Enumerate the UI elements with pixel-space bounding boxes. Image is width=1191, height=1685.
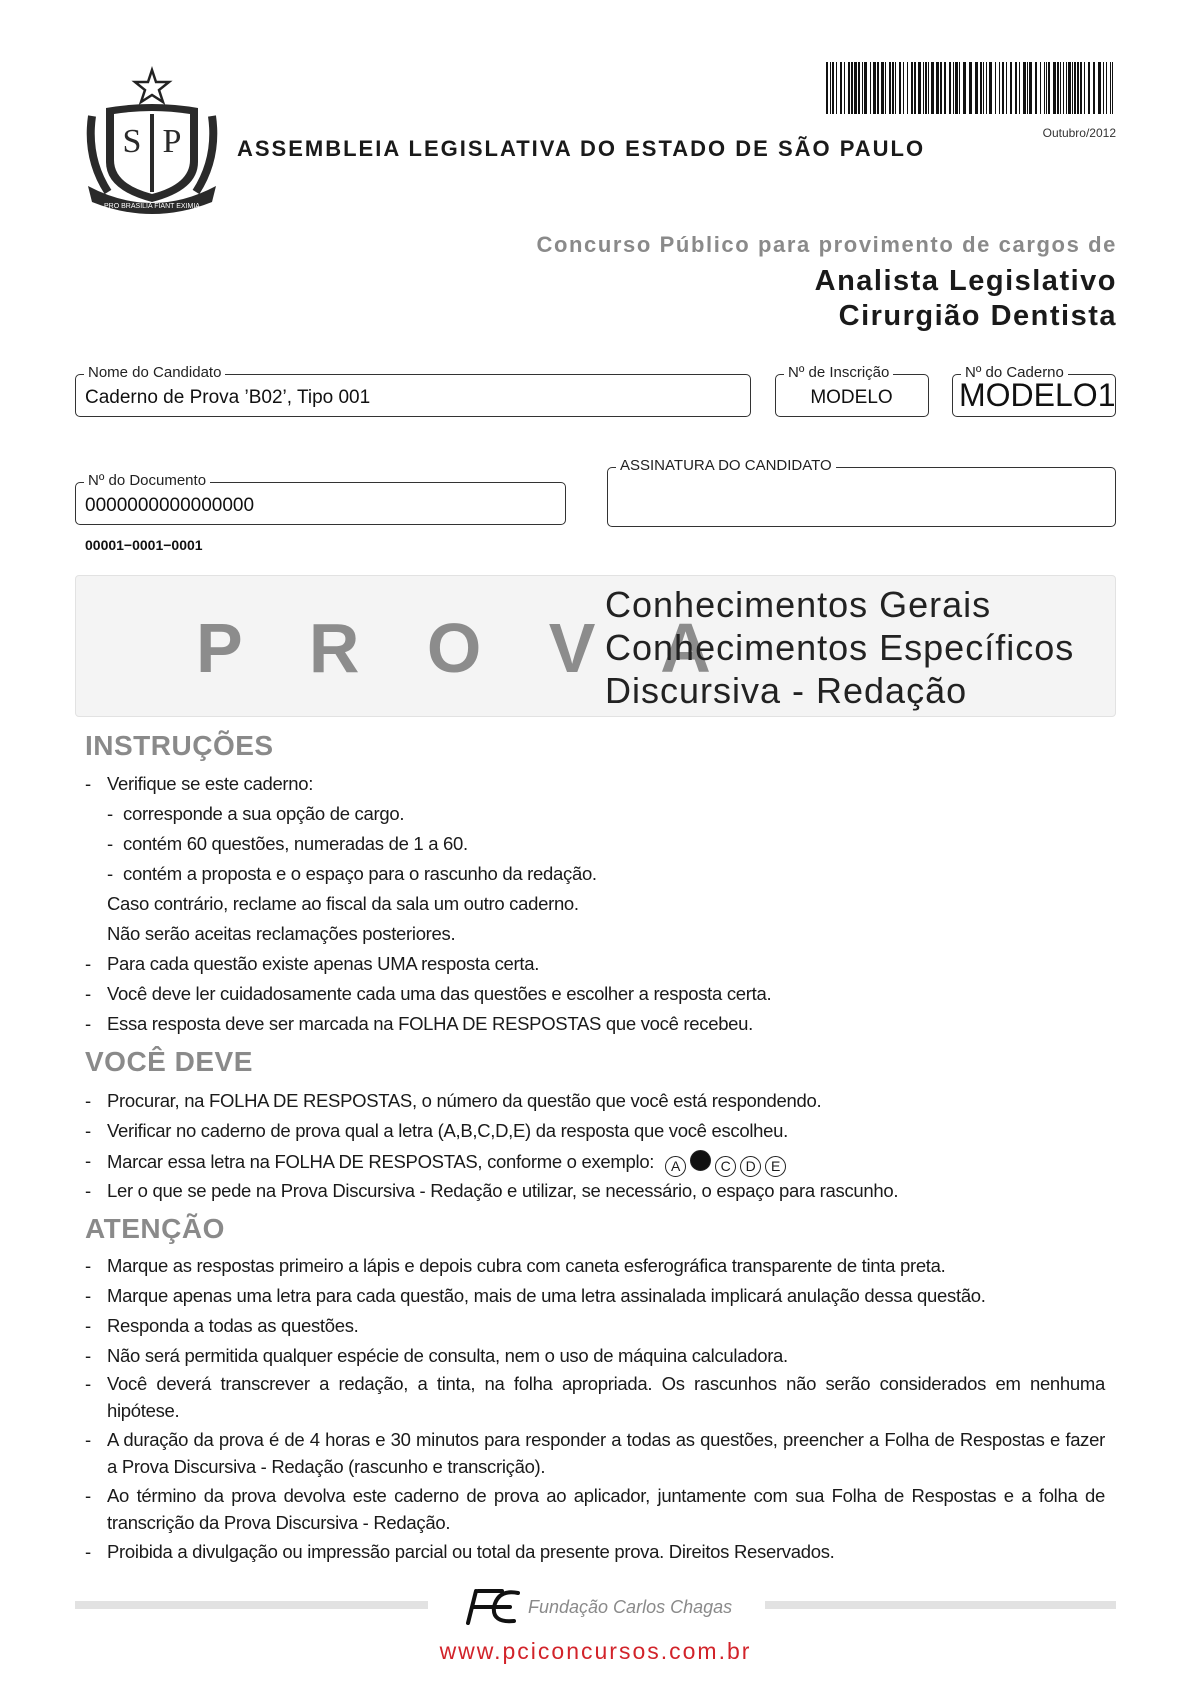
barcode-bar bbox=[1048, 62, 1050, 114]
barcode-bar bbox=[1006, 62, 1007, 114]
barcode-bar bbox=[885, 62, 886, 114]
instruction-item: Essa resposta deve ser marcada na FOLHA DE RESPOSTAS que você recebeu. bbox=[107, 1013, 754, 1034]
barcode-bar bbox=[1019, 62, 1020, 114]
document-number-field[interactable] bbox=[75, 472, 566, 525]
barcode-bar bbox=[826, 62, 828, 114]
prova-heading: P R O V A bbox=[196, 609, 735, 687]
barcode-bar bbox=[848, 62, 850, 114]
foundation-name: Fundação Carlos Chagas bbox=[528, 1597, 733, 1617]
barcode-bar bbox=[1057, 62, 1059, 114]
barcode-bar bbox=[1106, 62, 1107, 114]
cargo-specialty: Cirurgião Dentista bbox=[838, 300, 1117, 332]
attention-item: A duração da prova é de 4 horas e 30 minutos para responder a todas as questões, preencher a Folha de Respostas e fazer a Prova Discursiva - Redação (rascunho e transcrição). bbox=[107, 1429, 1105, 1477]
barcode-bar bbox=[1077, 62, 1079, 114]
barcode-bar bbox=[1068, 62, 1071, 114]
barcode-bar bbox=[1040, 62, 1041, 114]
svg-text:P: P bbox=[162, 123, 182, 160]
organization-name: ASSEMBLEIA LEGISLATIVA DO ESTADO DE SÃO PAULO bbox=[237, 136, 926, 161]
instruction-item: Para cada questão existe apenas UMA resposta certa. bbox=[107, 953, 540, 974]
barcode-bar bbox=[1080, 62, 1082, 114]
barcode-bar bbox=[1060, 62, 1061, 114]
barcode bbox=[826, 62, 1116, 114]
barcode-bar bbox=[881, 62, 884, 114]
barcode-bar bbox=[1066, 62, 1067, 114]
barcode-bar bbox=[1053, 62, 1056, 114]
barcode-bar bbox=[983, 62, 984, 114]
bubble-a: A bbox=[665, 1156, 686, 1177]
barcode-bar bbox=[1023, 62, 1026, 114]
footer-bar-right bbox=[765, 1601, 1116, 1609]
answer-example bbox=[665, 1151, 790, 1172]
barcode-bar bbox=[889, 62, 891, 114]
instruction-subitem: contém a proposta e o espaço para o rascunho da redação. bbox=[123, 863, 597, 884]
must-item-text: Marcar essa letra na FOLHA DE RESPOSTAS, conforme o exemplo: bbox=[107, 1151, 655, 1172]
bubble-e: E bbox=[765, 1156, 786, 1177]
barcode-bar bbox=[1093, 62, 1095, 114]
barcode-bar bbox=[873, 62, 876, 114]
subject-general: Conhecimentos Gerais bbox=[605, 584, 992, 625]
barcode-bar bbox=[1002, 62, 1004, 114]
barcode-bar bbox=[999, 62, 1000, 114]
barcode-bar bbox=[931, 62, 934, 114]
website-link[interactable]: www.pciconcursos.com.br bbox=[439, 1638, 752, 1664]
subject-specific: Conhecimentos Específicos bbox=[605, 627, 1075, 668]
attention-title: ATENÇÃO bbox=[85, 1213, 225, 1244]
must-item: Verificar no caderno de prova qual a letra (A,B,C,D,E) da resposta que você escolheu. bbox=[107, 1120, 788, 1141]
bubble-b-filled bbox=[690, 1150, 711, 1171]
attention-item: Ao término da prova devolva este caderno de prova ao aplicador, juntamente com sua Folha de Respostas e a folha de transcrição da Prova Discursiva - Redação. bbox=[107, 1485, 1105, 1533]
must-item bbox=[107, 1150, 790, 1177]
bubble-c: C bbox=[715, 1156, 736, 1177]
barcode-bar bbox=[963, 62, 966, 114]
barcode-bar bbox=[870, 62, 871, 114]
barcode-bar bbox=[955, 62, 958, 114]
attention-item: Responda a todas as questões. bbox=[107, 1315, 359, 1336]
booklet-number-value: MODELO1 bbox=[959, 377, 1116, 413]
booklet-number-field[interactable] bbox=[952, 364, 1116, 417]
barcode-bar bbox=[903, 62, 904, 114]
instruction-note: Não serão aceitas reclamações posteriores. bbox=[107, 923, 456, 944]
barcode-bar bbox=[925, 62, 927, 114]
instruction-subitem: corresponde a sua opção de cargo. bbox=[123, 803, 405, 824]
registration-number-value: MODELO bbox=[810, 387, 893, 408]
barcode-bar bbox=[1035, 62, 1037, 114]
barcode-bar bbox=[944, 62, 946, 114]
barcode-bar bbox=[832, 62, 834, 114]
barcode-bar bbox=[1074, 62, 1076, 114]
bubble-d: D bbox=[740, 1156, 761, 1177]
barcode-bar bbox=[953, 62, 954, 114]
barcode-bar bbox=[918, 62, 921, 114]
signature-field[interactable] bbox=[607, 457, 1116, 527]
barcode-bar bbox=[1098, 62, 1101, 114]
document-number-value: 0000000000000000 bbox=[85, 495, 255, 516]
barcode-bar bbox=[989, 62, 992, 114]
barcode-bar bbox=[1027, 62, 1028, 114]
instruction-item: Você deve ler cuidadosamente cada uma das questões e escolher a resposta certa. bbox=[107, 983, 772, 1004]
barcode-bar bbox=[1112, 62, 1113, 114]
barcode-bar bbox=[877, 62, 879, 114]
barcode-bar bbox=[836, 62, 837, 114]
barcode-bar bbox=[1084, 62, 1085, 114]
barcode-bar bbox=[907, 62, 908, 114]
instruction-note: Caso contrário, reclame ao fiscal da sala um outro caderno. bbox=[107, 893, 579, 914]
registration-number-label: Nº de Inscrição bbox=[784, 364, 893, 382]
barcode-bar bbox=[975, 62, 978, 114]
barcode-bar bbox=[949, 62, 951, 114]
barcode-bar bbox=[1063, 62, 1064, 114]
barcode-bar bbox=[986, 62, 987, 114]
attention-item: Marque apenas uma letra para cada questão, mais de uma letra assinalada implicará anulação dessa questão. bbox=[107, 1285, 986, 1306]
fcc-logo bbox=[462, 1585, 524, 1627]
barcode-bar bbox=[895, 62, 896, 114]
barcode-bar bbox=[1046, 62, 1047, 114]
barcode-bar bbox=[923, 62, 924, 114]
cargo-title: Analista Legislativo bbox=[814, 265, 1117, 297]
barcode-bar bbox=[864, 62, 867, 114]
voce-deve-title: VOCÊ DEVE bbox=[85, 1046, 253, 1077]
registration-number-field[interactable] bbox=[775, 364, 929, 417]
booklet-number-label: Nº do Caderno bbox=[961, 364, 1068, 382]
attention-item: Você deverá transcrever a redação, a tinta, na folha apropriada. Os rascunhos não serão considerados em nenhuma hipótese. bbox=[107, 1373, 1105, 1421]
barcode-bar bbox=[862, 62, 863, 114]
barcode-bar bbox=[1010, 62, 1012, 114]
barcode-bar bbox=[1088, 62, 1090, 114]
barcode-bar bbox=[830, 62, 831, 114]
candidate-name-value: Caderno de Prova ’B02’, Tipo 001 bbox=[85, 387, 371, 408]
must-item: Procurar, na FOLHA DE RESPOSTAS, o número da questão que você está respondendo. bbox=[107, 1090, 822, 1111]
candidate-name-label: Nome do Candidato bbox=[84, 364, 225, 382]
svg-text:S: S bbox=[122, 123, 142, 160]
exam-date: Outubro/2012 bbox=[1042, 126, 1116, 140]
must-item: Ler o que se pede na Prova Discursiva - Redação e utilizar, se necessário, o espaço para rascunho. bbox=[107, 1180, 899, 1201]
barcode-bar bbox=[844, 62, 845, 114]
booklet-code: 00001−0001−0001 bbox=[85, 537, 203, 553]
barcode-bar bbox=[995, 62, 996, 114]
attention-item: Marque as respostas primeiro a lápis e depois cubra com caneta esferográfica transparente de tinta preta. bbox=[107, 1255, 946, 1276]
barcode-bar bbox=[892, 62, 894, 114]
instruction-item: Verifique se este caderno: bbox=[107, 773, 314, 794]
barcode-bar bbox=[959, 62, 960, 114]
barcode-bar bbox=[854, 62, 857, 114]
footer-bar-left bbox=[75, 1601, 428, 1609]
barcode-bar bbox=[899, 62, 901, 114]
attention-item: Proibida a divulgação ou impressão parcial ou total da presente prova. Direitos Reservados. bbox=[107, 1541, 835, 1562]
barcode-bar bbox=[1044, 62, 1045, 114]
subject-essay: Discursiva - Redação bbox=[605, 670, 968, 711]
barcode-bar bbox=[1103, 62, 1104, 114]
barcode-bar bbox=[911, 62, 913, 114]
barcode-bar bbox=[914, 62, 916, 114]
barcode-bar bbox=[1072, 62, 1073, 114]
barcode-bar bbox=[980, 62, 982, 114]
barcode-bar bbox=[928, 62, 929, 114]
signature-label: ASSINATURA DO CANDIDATO bbox=[616, 457, 836, 475]
attention-item: Não será permitida qualquer espécie de consulta, nem o uso de máquina calculadora. bbox=[107, 1345, 788, 1366]
instruction-subitem: contém 60 questões, numeradas de 1 a 60. bbox=[123, 833, 468, 854]
barcode-bar bbox=[840, 62, 842, 114]
barcode-bar bbox=[858, 62, 860, 114]
seal-motto: PRO BRASILIA FIANT EXIMIA bbox=[104, 203, 200, 210]
barcode-bar bbox=[940, 62, 942, 114]
document-number-label: Nº do Documento bbox=[84, 472, 210, 490]
barcode-bar bbox=[936, 62, 939, 114]
barcode-bar bbox=[969, 62, 972, 114]
barcode-bar bbox=[851, 62, 853, 114]
contest-intro: Concurso Público para provimento de cargos de bbox=[536, 232, 1117, 257]
barcode-bar bbox=[1029, 62, 1032, 114]
barcode-bar bbox=[1110, 62, 1111, 114]
instructions-title: INSTRUÇÕES bbox=[85, 730, 274, 761]
barcode-bar bbox=[1015, 62, 1017, 114]
sp-coat-of-arms-logo bbox=[84, 66, 220, 216]
candidate-name-field[interactable] bbox=[75, 364, 751, 417]
